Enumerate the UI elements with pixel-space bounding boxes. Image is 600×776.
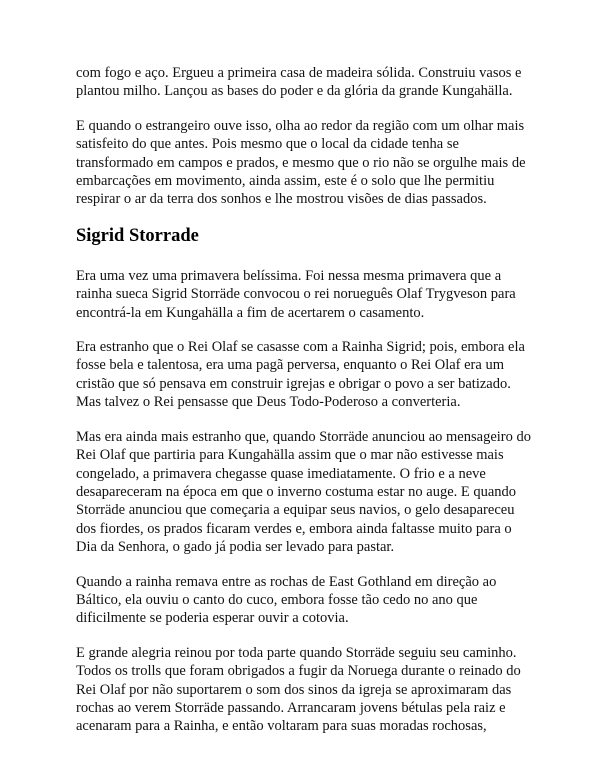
section-heading: Sigrid Storrade: [76, 225, 199, 246]
paragraph: Era estranho que o Rei Olaf se casasse com a Rainha Sigrid; pois, embora ela fosse bela e talentosa, era uma pagã perversa, enquanto o Rei Olaf era um cristão que só pensava em construir igrejas e obrigar o povo a ser batizado. Mas talvez o Rei pensasse que Deus Todo-Poderoso a converteria.: [76, 339, 525, 411]
paragraph: Quando a rainha remava entre as rochas de East Gothland em direção ao Báltico, ela ouviu o canto do cuco, embora fosse tão cedo no ano que dificilmente se poderia esperar ouvir a cotovia.: [76, 573, 497, 627]
paragraph: Mas era ainda mais estranho que, quando Storräde anunciou ao mensageiro do Rei Olaf que partiria para Kungahälla assim que o mar não estivesse mais congelado, a primavera chegasse quase imediatamente. O frio e a neve desapareceram na época em que o inverno costuma estar no auge. E quando Storräde anunciou que começaria a equipar seus navios, o gelo desapareceu dos fiordes, os prados ficaram verdes e, embora ainda faltasse muito para o Dia da Senhora, o gado já podia ser levado para pastar.: [76, 428, 531, 556]
paragraph: E grande alegria reinou por toda parte quando Storräde seguiu seu caminho. Todos os trolls que foram obrigados a fugir da Noruega durante o reinado do Rei Olaf por não suportarem o som dos sinos da igreja se aproximaram das rochas ao verem Storräde passando. Arrancaram jovens bétulas pela raiz e acenaram para a Rainha, e então voltaram para suas moradas rochosas,: [76, 644, 521, 735]
document-page: [76, 64, 532, 752]
paragraph: E quando o estrangeiro ouve isso, olha ao redor da região com um olhar mais satisfeito do que antes. Pois mesmo que o local da cidade tenha se transformado em campos e prados, e mesmo que o rio não se orgulhe mais de embarcações em movimento, ainda assim, este é o solo que lhe permitiu respirar o ar da terra dos sonhos e lhe mostrou visões de dias passados.: [76, 117, 526, 208]
paragraph: com fogo e aço. Ergueu a primeira casa de madeira sólida. Construiu vasos e plantou milho. Lançou as bases do poder e da glória da grande Kungahälla.: [76, 65, 522, 100]
paragraph: Era uma vez uma primavera belíssima. Foi nessa mesma primavera que a rainha sueca Sigrid Storräde convocou o rei norueguês Olaf Trygveson para encontrá-la em Kungahälla a fim de acertarem o casamento.: [76, 267, 516, 321]
